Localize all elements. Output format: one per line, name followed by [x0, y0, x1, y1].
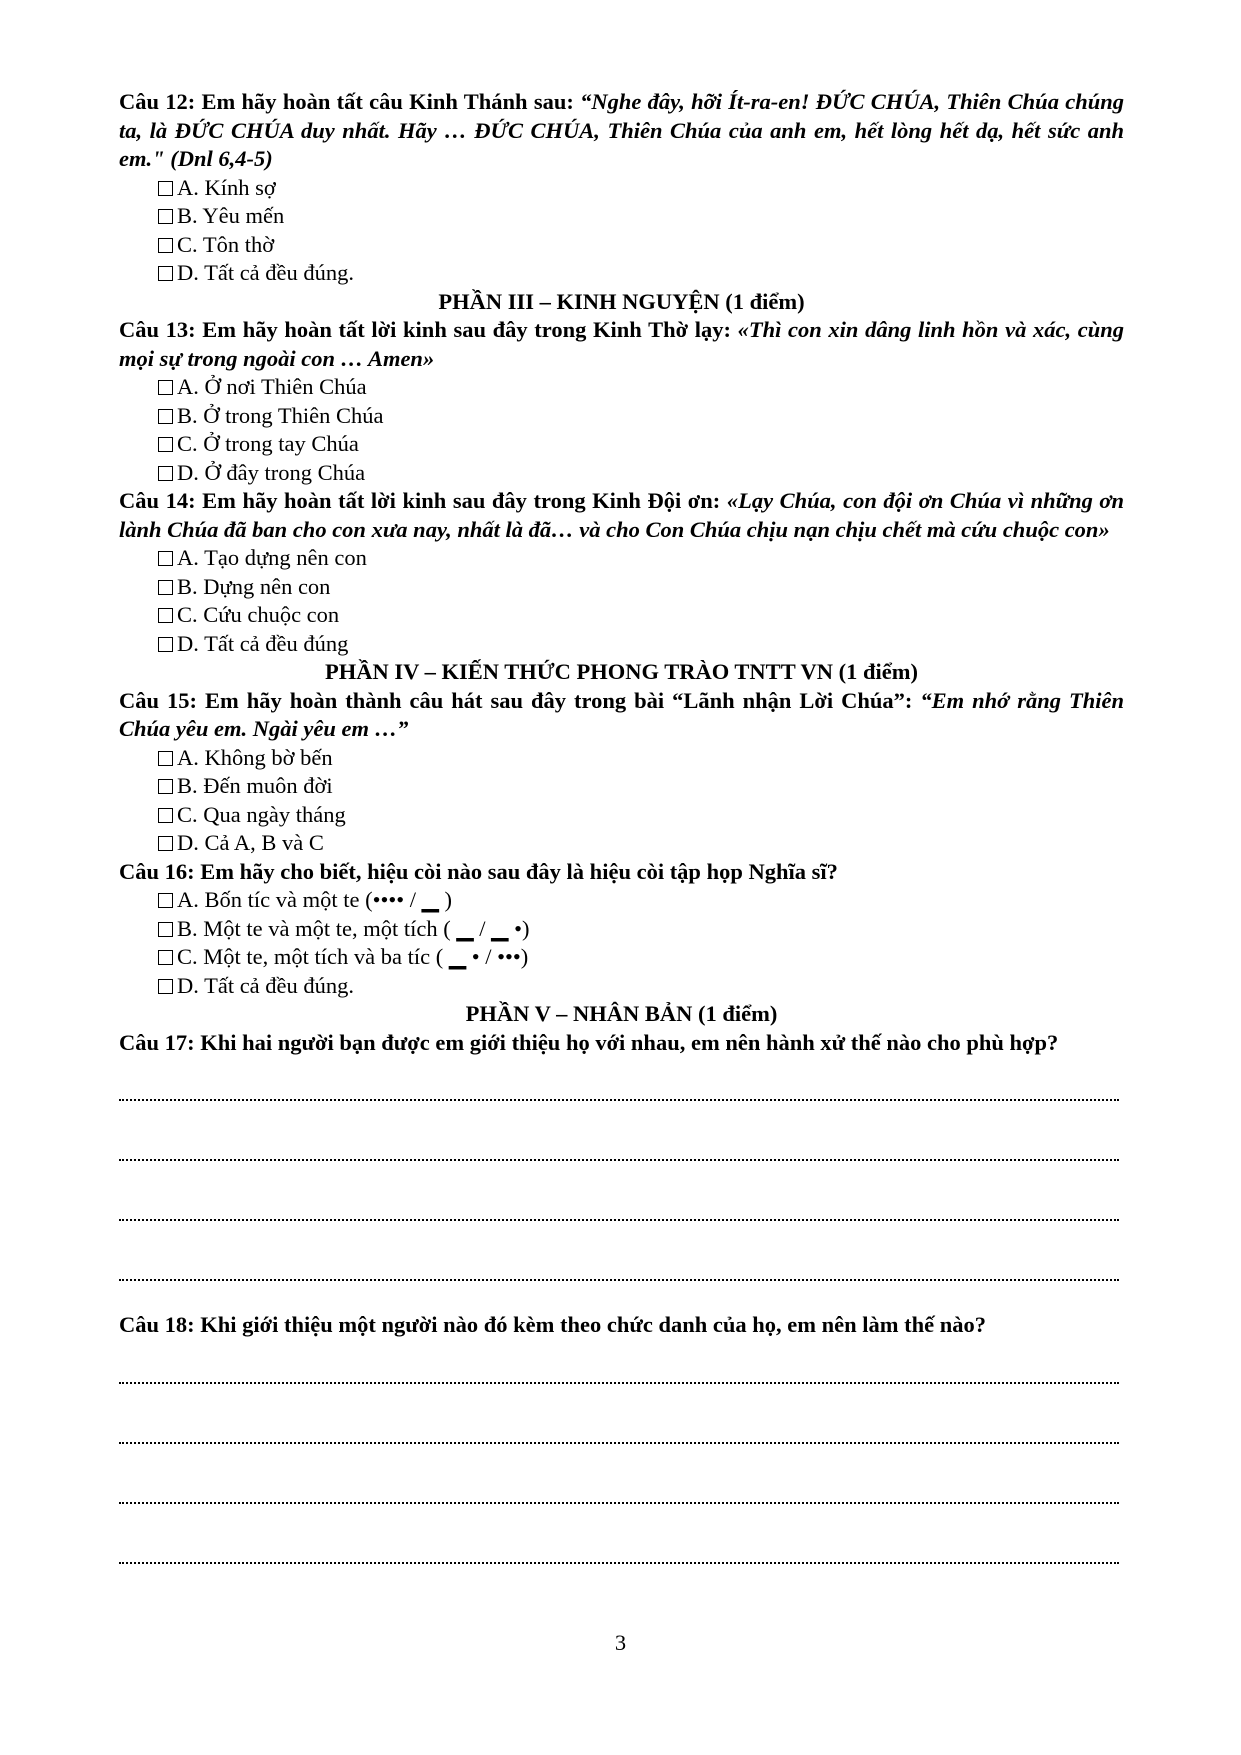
- answer-line[interactable]: [119, 1542, 1119, 1564]
- question-12: [119, 88, 1124, 174]
- q13-option-b[interactable]: [119, 402, 1124, 431]
- question-13-label: Câu 13: Em hãy hoàn tất lời kinh sau đây trong Kinh Thờ lạy:: [119, 317, 738, 342]
- question-16-label: Câu 16: Em hãy cho biết, hiệu còi nào sau đây là hiệu còi tập họp Nghĩa sĩ?: [119, 858, 838, 884]
- q15-option-a[interactable]: [119, 744, 1124, 773]
- answer-line[interactable]: [119, 1362, 1119, 1384]
- checkbox-icon[interactable]: [158, 209, 173, 224]
- option-label: A. Không bờ bến: [177, 744, 333, 770]
- option-label: C. Cứu chuộc con: [177, 602, 340, 627]
- option-label: B. Ở trong Thiên Chúa: [177, 402, 384, 428]
- option-label: A. Tạo dựng nên con: [177, 545, 367, 570]
- q13-option-c[interactable]: [119, 430, 1124, 459]
- q12-option-b[interactable]: [119, 202, 1124, 231]
- question-14-label: Câu 14: Em hãy hoàn tất lời kinh sau đây trong Kinh Đội ơn:: [119, 488, 727, 513]
- question-18: [119, 1311, 1124, 1340]
- option-label: C. Một te, một tích và ba tíc ( ▁ • / •••): [177, 944, 529, 969]
- checkbox-icon[interactable]: [158, 380, 173, 395]
- option-label: A. Bốn tíc và một te (•••• / ▁ ): [177, 887, 453, 912]
- checkbox-icon[interactable]: [158, 266, 173, 281]
- q12-option-d[interactable]: [119, 259, 1124, 288]
- q16-option-c[interactable]: [119, 943, 1124, 972]
- section-4-heading: PHẦN IV – KIẾN THỨC PHONG TRÀO TNTT VN (1 điểm): [325, 659, 918, 684]
- answer-line[interactable]: [119, 1079, 1119, 1101]
- q15-option-d[interactable]: [119, 829, 1124, 858]
- checkbox-icon[interactable]: [158, 751, 173, 766]
- checkbox-icon[interactable]: [158, 922, 173, 937]
- option-label: B. Một te và một te, một tích ( ▁ / ▁ •): [177, 915, 530, 941]
- checkbox-icon[interactable]: [158, 238, 173, 253]
- section-5-heading: PHẦN V – NHÂN BẢN (1 điểm): [465, 1001, 778, 1026]
- question-13-quote: «Thì con xin dâng linh hồn và xác, cùng mọi sự trong ngoài con … Amen»: [119, 317, 1124, 371]
- option-label: B. Đến muôn đời: [177, 773, 333, 798]
- option-label: A. Kính sợ: [177, 174, 276, 200]
- q13-option-a[interactable]: [119, 373, 1124, 402]
- option-label: C. Qua ngày tháng: [177, 801, 346, 827]
- checkbox-icon[interactable]: [158, 808, 173, 823]
- q16-option-a[interactable]: [119, 886, 1124, 915]
- checkbox-icon[interactable]: [158, 836, 173, 851]
- q15-option-b[interactable]: [119, 772, 1124, 801]
- question-18-label: Câu 18: Khi giới thiệu một người nào đó kèm theo chức danh của họ, em nên làm thế nào?: [119, 1312, 986, 1337]
- q14-option-c[interactable]: [119, 601, 1124, 630]
- answer-line[interactable]: [119, 1199, 1119, 1221]
- checkbox-icon[interactable]: [158, 437, 173, 452]
- question-12-label: Câu 12: Em hãy hoàn tất câu Kinh Thánh sau:: [119, 89, 581, 114]
- page-number: 3: [614, 1630, 627, 1655]
- checkbox-icon[interactable]: [158, 466, 173, 481]
- checkbox-icon[interactable]: [158, 950, 173, 965]
- question-17: [119, 1029, 1124, 1058]
- option-label: D. Ở đây trong Chúa: [177, 459, 366, 485]
- q14-option-d[interactable]: [119, 630, 1124, 659]
- checkbox-icon[interactable]: [158, 779, 173, 794]
- q14-option-b[interactable]: [119, 573, 1124, 602]
- q12-option-c[interactable]: [119, 231, 1124, 260]
- option-label: C. Ở trong tay Chúa: [177, 431, 359, 456]
- checkbox-icon[interactable]: [158, 551, 173, 566]
- option-label: A. Ở nơi Thiên Chúa: [177, 374, 367, 399]
- option-label: C. Tôn thờ: [177, 231, 275, 257]
- option-label: B. Dựng nên con: [177, 573, 331, 599]
- question-13: [119, 316, 1124, 373]
- q12-option-a[interactable]: [119, 174, 1124, 203]
- question-15: [119, 687, 1124, 744]
- q15-option-c[interactable]: [119, 801, 1124, 830]
- question-12-quote: “Nghe đây, hỡi Ít-ra-en! ĐỨC CHÚA, Thiên Chúa chúng ta, là ĐỨC CHÚA duy nhất. Hãy … ĐỨC CHÚA, Thiên Chúa của anh em, hết lòng hết dạ, hết sức anh em." (Dnl 6,4-5): [119, 89, 1124, 171]
- option-label: D. Cả A, B và C: [177, 830, 324, 855]
- exam-page: [119, 88, 1124, 1564]
- answer-line[interactable]: [119, 1482, 1119, 1504]
- checkbox-icon[interactable]: [158, 181, 173, 196]
- question-14: [119, 487, 1124, 544]
- option-label: D. Tất cả đều đúng.: [177, 972, 355, 998]
- question-16: [119, 858, 1124, 887]
- question-15-quote: “Em nhớ rằng Thiên Chúa yêu em. Ngài yêu em …”: [119, 687, 1125, 741]
- checkbox-icon[interactable]: [158, 409, 173, 424]
- question-17-label: Câu 17: Khi hai người bạn được em giới thiệu họ với nhau, em nên hành xử thế nào cho phù hợp?: [119, 1029, 1059, 1055]
- checkbox-icon[interactable]: [158, 608, 173, 623]
- answer-line[interactable]: [119, 1139, 1119, 1161]
- section-3-heading: PHẦN III – KINH NGUYỆN (1 điểm): [438, 288, 805, 314]
- q16-option-d[interactable]: [119, 972, 1124, 1001]
- answer-line[interactable]: [119, 1259, 1119, 1281]
- option-label: D. Tất cả đều đúng: [177, 630, 349, 656]
- checkbox-icon[interactable]: [158, 637, 173, 652]
- question-15-label: Câu 15: Em hãy hoàn thành câu hát sau đây trong bài “Lãnh nhận Lời Chúa”:: [119, 687, 921, 713]
- checkbox-icon[interactable]: [158, 893, 173, 908]
- q13-option-d[interactable]: [119, 459, 1124, 488]
- option-label: D. Tất cả đều đúng.: [177, 260, 355, 285]
- q14-option-a[interactable]: [119, 544, 1124, 573]
- question-14-quote: «Lạy Chúa, con đội ơn Chúa vì những ơn lành Chúa đã ban cho con xưa nay, nhất là đã… và cho Con Chúa chịu nạn chịu chết mà cứu chuộc con»: [119, 488, 1124, 542]
- answer-line[interactable]: [119, 1422, 1119, 1444]
- q16-option-b[interactable]: [119, 915, 1124, 944]
- option-label: B. Yêu mến: [177, 203, 285, 228]
- checkbox-icon[interactable]: [158, 580, 173, 595]
- checkbox-icon[interactable]: [158, 979, 173, 994]
